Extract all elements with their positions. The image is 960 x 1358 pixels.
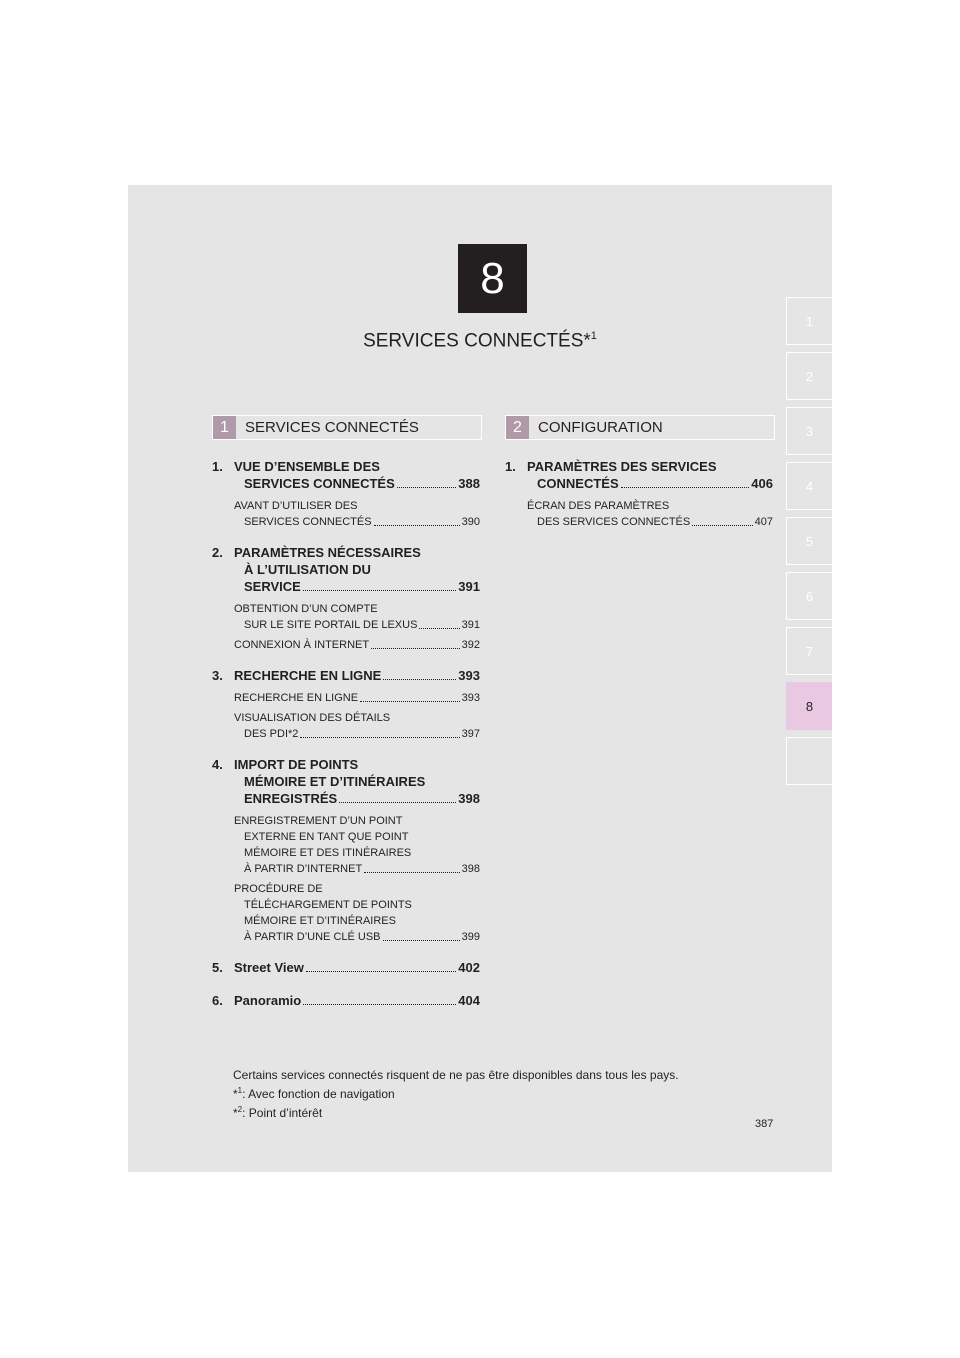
toc-subentry[interactable] bbox=[212, 690, 480, 706]
toc-subentry-title: PROCÉDURE DE bbox=[234, 883, 323, 895]
side-tab-3[interactable]: 3 bbox=[786, 407, 832, 455]
toc-subentry[interactable] bbox=[212, 637, 480, 653]
dot-leader bbox=[419, 628, 459, 629]
chapter-number-box bbox=[458, 244, 527, 313]
toc-entry-title: CONNECTÉS bbox=[537, 476, 619, 491]
dot-leader bbox=[303, 590, 456, 591]
toc-subentry-title: MÉMOIRE ET D’ITINÉRAIRES bbox=[244, 915, 396, 927]
dot-leader bbox=[374, 525, 460, 526]
toc-entry-title: IMPORT DE POINTS bbox=[234, 757, 359, 772]
toc-subentry-title: TÉLÉCHARGEMENT DE POINTS bbox=[244, 899, 412, 911]
dot-leader bbox=[364, 872, 459, 873]
toc-page-number: 392 bbox=[461, 639, 480, 651]
toc-subentry-title: OBTENTION D’UN COMPTE bbox=[234, 603, 378, 615]
chapter-title-text: SERVICES CONNECTÉS* bbox=[363, 330, 591, 352]
toc-entry-title: ENREGISTRÉS bbox=[244, 791, 338, 806]
toc-entry-number: 3. bbox=[212, 668, 223, 683]
toc-page-number: 391 bbox=[461, 619, 480, 631]
dot-leader bbox=[360, 701, 460, 702]
footnotes bbox=[233, 1067, 679, 1121]
dot-leader bbox=[306, 971, 456, 972]
side-tab-4[interactable]: 4 bbox=[786, 462, 832, 510]
section-header-2 bbox=[505, 415, 775, 440]
toc-page-number: 391 bbox=[458, 579, 480, 594]
footnote-1: *$^1$: Avec fonction de navigation bbox=[233, 1086, 395, 1101]
toc-subentry[interactable] bbox=[212, 498, 480, 530]
toc-subentry-title: SUR LE SITE PORTAIL DE LEXUS bbox=[244, 619, 418, 631]
side-tab-7[interactable]: 7 bbox=[786, 627, 832, 675]
section-label: SERVICES CONNECTÉS bbox=[245, 419, 419, 436]
toc-entry-title: PARAMÈTRES DES SERVICES bbox=[527, 459, 717, 474]
toc-entry[interactable] bbox=[212, 992, 480, 1009]
toc-page-number: 399 bbox=[461, 931, 480, 943]
toc-subentry-title: DES PDI*2 bbox=[244, 728, 299, 740]
toc-page-number: 398 bbox=[461, 863, 480, 875]
page-number: 387 bbox=[755, 1118, 774, 1130]
section-number: 2 bbox=[506, 416, 529, 439]
toc-subentry-title: MÉMOIRE ET DES ITINÉRAIRES bbox=[244, 847, 412, 859]
dot-leader bbox=[383, 940, 460, 941]
side-tab-6[interactable]: 6 bbox=[786, 572, 832, 620]
toc-subentry-title: ÉCRAN DES PARAMÈTRES bbox=[527, 500, 670, 512]
dot-leader bbox=[371, 648, 460, 649]
toc-subentry-title: CONNEXION À INTERNET bbox=[234, 639, 370, 651]
section-number: 1 bbox=[213, 416, 236, 439]
toc-left-column bbox=[212, 458, 480, 1025]
side-tab-2[interactable]: 2 bbox=[786, 352, 832, 400]
toc-entry-title: MÉMOIRE ET D’ITINÉRAIRES bbox=[244, 774, 426, 789]
toc-subentry-title: RECHERCHE EN LIGNE bbox=[234, 692, 359, 704]
toc-page-number: 406 bbox=[751, 476, 773, 491]
footnote-2: *$^2$: Point d’intérêt bbox=[233, 1105, 323, 1120]
toc-entry-title: VUE D’ENSEMBLE DES bbox=[234, 459, 380, 474]
toc-entry-title: Street View bbox=[234, 960, 304, 975]
toc-page-number: 393 bbox=[461, 692, 480, 704]
section-header-1 bbox=[212, 415, 482, 440]
toc-entry-number: 1. bbox=[212, 459, 223, 474]
dot-leader bbox=[339, 802, 456, 803]
toc-entry-title: RECHERCHE EN LIGNE bbox=[234, 668, 382, 683]
toc-subentry-title: EXTERNE EN TANT QUE POINT bbox=[244, 831, 409, 843]
toc-subentry[interactable] bbox=[505, 498, 773, 530]
toc-page-number: 402 bbox=[458, 960, 480, 975]
dot-leader bbox=[621, 487, 750, 488]
side-tab-blank[interactable] bbox=[786, 737, 832, 785]
dot-leader bbox=[300, 737, 459, 738]
toc-entry-number: 1. bbox=[505, 459, 516, 474]
toc-subentry-title: ENREGISTREMENT D’UN POINT bbox=[234, 815, 403, 827]
toc-subentry[interactable] bbox=[212, 881, 480, 945]
dot-leader bbox=[383, 679, 456, 680]
toc-subentry-title: À PARTIR D’INTERNET bbox=[244, 863, 363, 875]
dot-leader bbox=[303, 1004, 456, 1005]
side-tab-5[interactable]: 5 bbox=[786, 517, 832, 565]
toc-subentry[interactable] bbox=[212, 601, 480, 633]
section-label: CONFIGURATION bbox=[538, 419, 663, 436]
toc-subentry-title: VISUALISATION DES DÉTAILS bbox=[234, 712, 391, 724]
toc-entry-title: Panoramio bbox=[234, 993, 302, 1008]
toc-subentry-title: AVANT D’UTILISER DES bbox=[234, 500, 358, 512]
toc-entry-number: 6. bbox=[212, 993, 223, 1008]
footnote-note: Certains services connectés risquent de ne pas être disponibles dans tous les pays. bbox=[233, 1068, 679, 1082]
toc-page-number: 393 bbox=[458, 668, 480, 683]
chapter-title-sup: 1 bbox=[590, 330, 597, 342]
toc-entry-number: 4. bbox=[212, 757, 223, 772]
toc-entry[interactable] bbox=[212, 667, 480, 684]
side-tab-1[interactable]: 1 bbox=[786, 297, 832, 345]
toc-page-number: 398 bbox=[458, 791, 480, 806]
toc-subentry[interactable] bbox=[212, 813, 480, 877]
toc-right-column bbox=[505, 458, 773, 544]
toc-page-number: 390 bbox=[461, 516, 480, 528]
chapter-number: 8 bbox=[480, 254, 505, 303]
toc-subentry-title: À PARTIR D’UNE CLÉ USB bbox=[244, 931, 381, 943]
toc-page-number: 407 bbox=[754, 516, 773, 528]
toc-entry-title: SERVICES CONNECTÉS bbox=[244, 476, 395, 491]
toc-entry-number: 2. bbox=[212, 545, 223, 560]
toc-entry-title: SERVICE bbox=[244, 579, 301, 594]
toc-entry-number: 5. bbox=[212, 960, 223, 975]
toc-entry[interactable] bbox=[212, 756, 480, 807]
toc-entry[interactable] bbox=[212, 959, 480, 976]
chapter-title bbox=[300, 330, 660, 352]
toc-subentry-title: SERVICES CONNECTÉS bbox=[244, 516, 372, 528]
toc-page-number: 404 bbox=[458, 993, 480, 1008]
toc-entry[interactable] bbox=[212, 458, 480, 492]
side-tab-8[interactable]: 8 bbox=[786, 682, 832, 730]
dot-leader bbox=[397, 487, 457, 488]
toc-entry[interactable] bbox=[505, 458, 773, 492]
toc-page-number: 397 bbox=[461, 728, 480, 740]
toc-subentry[interactable] bbox=[212, 710, 480, 742]
dot-leader bbox=[692, 525, 752, 526]
toc-entry[interactable] bbox=[212, 544, 480, 595]
toc-entry-title: À L’UTILISATION DU bbox=[244, 562, 371, 577]
toc-entry-title: PARAMÈTRES NÉCESSAIRES bbox=[234, 545, 421, 560]
toc-subentry-title: DES SERVICES CONNECTÉS bbox=[537, 516, 691, 528]
toc-page-number: 388 bbox=[458, 476, 480, 491]
